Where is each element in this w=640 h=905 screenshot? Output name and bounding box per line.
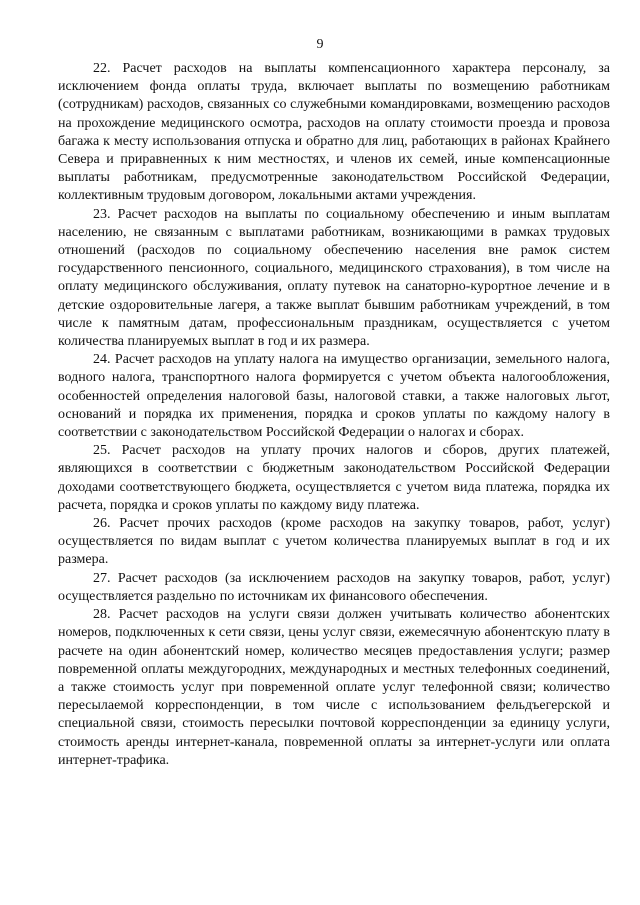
- paragraph-23: 23. Расчет расходов на выплаты по социальному обеспечению и иным выплатам населению, не связанным с выплатами работникам, возникающими в рамках трудовых отношений (расходов по социальному обеспечению населения вне рамок систем государственного пенсионного, социального, медицинского страхования), в том числе на оплату медицинского обслуживания, оплату путевок на санаторно-курортное лечение и в детские оздоровительные лагеря, а также выплат бывшим работникам учреждений, в том числе к памятным датам, профессиональным праздникам, осуществляется с учетом количества планируемых выплат в год и их размера.: [58, 206, 610, 350]
- paragraph-24: 24. Расчет расходов на уплату налога на имущество организации, земельного налога, водного налога, транспортного налога формируется с учетом объекта налогообложения, особенностей определения налоговой базы, налоговой ставки, а также налоговых льгот, оснований и порядка их применения, порядка и сроков уплаты по каждому налогу в соответствии с законодательством Российской Федерации о налогах и сборах.: [58, 352, 610, 441]
- paragraph-28: 28. Расчет расходов на услуги связи должен учитывать количество абонентских номеров, подключенных к сети связи, цены услуг связи, ежемесячную абонентскую плату в расчете на один абонентский номер, количество месяцев предоставления услуги; размер повременной оплаты междугородних, международных и местных телефонных соединений, а также стоимость услуг при повременной оплате услуг телефонной связи; количество пересылаемой корреспонденции, в том числе с использованием фельдъегерской и специальной связи, стоимость пересылки почтовой корреспонденции за единицу услуги, стоимость аренды интернет-канала, повременной оплаты за интернет-услуги или оплата интернет-трафика.: [58, 607, 610, 768]
- paragraph-25: 25. Расчет расходов на уплату прочих налогов и сборов, других платежей, являющихся в соответствии с бюджетным законодательством Российской Федерации доходами соответствующего бюджета, осуществляется с учетом вида платежа, порядка их расчета, порядка и сроков уплаты по каждому виду платежа.: [58, 443, 610, 513]
- paragraph-22: 22. Расчет расходов на выплаты компенсационного характера персоналу, за исключением фонда оплаты труда, включает выплаты по возмещению работникам (сотрудникам) расходов, связанных со служебными командировками, возмещению расходов на прохождение медицинского осмотра, расходов на оплату стоимости проезда и провоза багажа к месту использования отпуска и обратно для лиц, работающих в районах Крайнего Севера и приравненных к ним местностях, и членов их семей, иные компенсационные выплаты работникам, предусмотренные законодательством Российской Федерации, коллективным трудовым договором, локальными актами учреждения.: [58, 61, 610, 204]
- document-body: [58, 60, 610, 770]
- page-number: 9: [316, 37, 324, 52]
- paragraph-26: 26. Расчет прочих расходов (кроме расходов на закупку товаров, работ, услуг) осуществляется по видам выплат с учетом количества планируемых выплат в год и их размера.: [58, 516, 610, 568]
- paragraph-27: 27. Расчет расходов (за исключением расходов на закупку товаров, работ, услуг) осуществляется раздельно по источникам их финансового обеспечения.: [58, 570, 610, 604]
